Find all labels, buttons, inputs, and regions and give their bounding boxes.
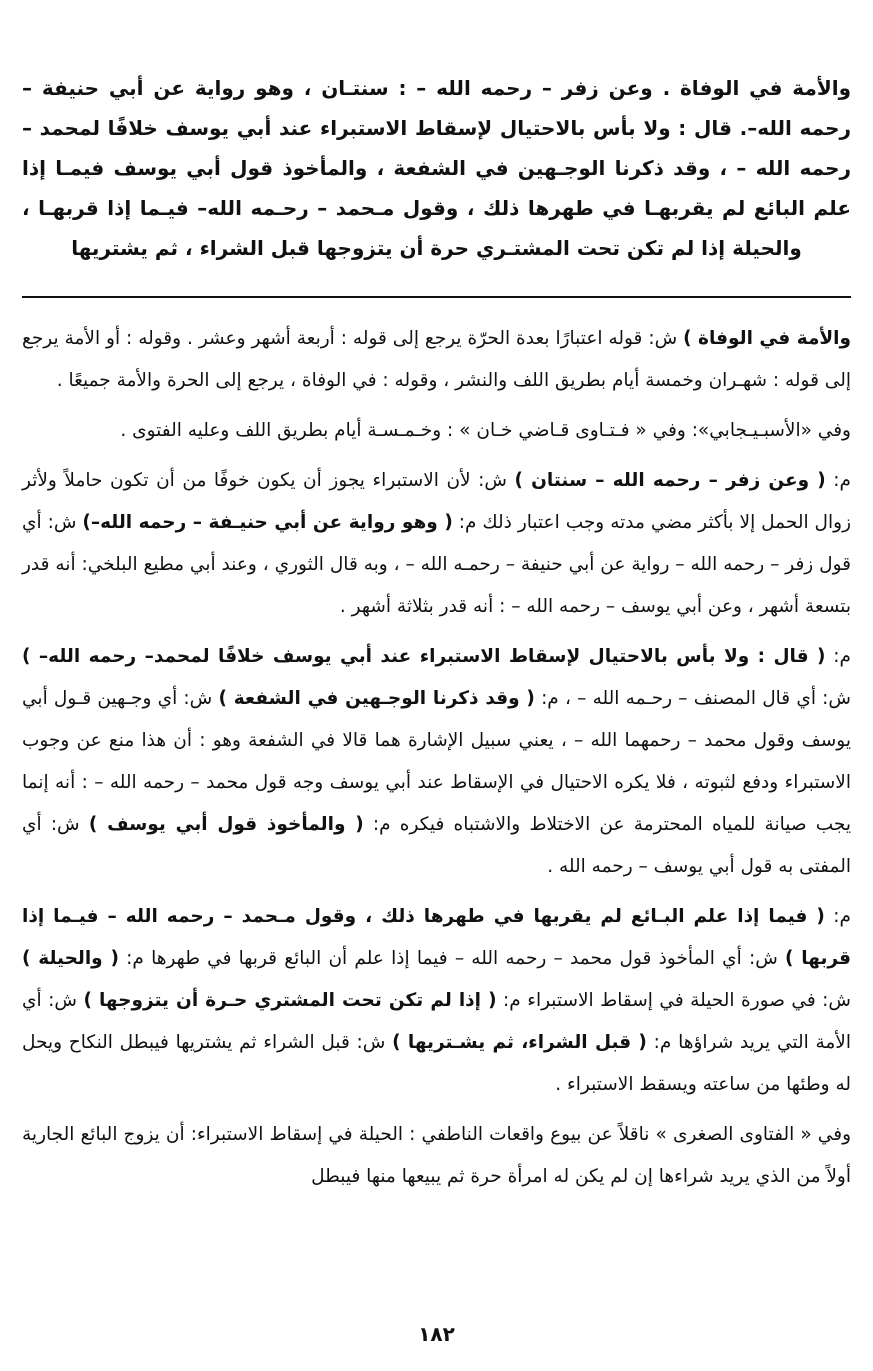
commentary-text: م:: [824, 906, 851, 927]
matn-quote: ( فيما إذا علم البـائع لم يقربها في طهرها ذلك ، وقول مـحمد – رحمه الله – فيـما إذا قربها ): [22, 906, 852, 969]
matn-quote: ( والمأخوذ قول أبي يوسف ): [88, 814, 364, 835]
commentary-text: ش: أي وجـهين قـول أبي يوسف وقول محمد – رحمهما الله – ، يعني سبيل الإشارة هما قالا في الشفعة وهو : أن هذا منع عن وجوب الاستبراء ودفع لثبوته ، فلا يكره الاحتيال في الإسقاط عند أبي يوسف وجه قول محمد – رحمه الله – : أنه إنما يجب صيانة للمياه المحترمة عن الاختلاط والاشتباه فيكره م:: [22, 688, 852, 835]
commentary-paragraph: [22, 410, 851, 452]
commentary-text: ش: قبل الشراء ثم يشتريها فيبطل النكاح ويحل له وطئها من ساعته ويسقط الاستبراء .: [22, 1032, 851, 1095]
commentary-paragraph: [22, 1114, 851, 1198]
matn-quote: والأمة في الوفاة ): [683, 328, 852, 349]
commentary-paragraph: [22, 460, 851, 628]
commentary-text: ش: أي المأخوذ قول محمد – رحمه الله – فيما إذا علم أن البائع قربها في طهرها م:: [118, 948, 786, 969]
matn-quote: ( وعن زفر – رحمه الله – سنتان ): [514, 470, 826, 491]
matn-text: والأمة في الوفاة . وعن زفر – رحمه الله – : سنتـان ، وهو رواية عن أبي حنيفة – رحمه الله–. قال : ولا بأس بالاحتيال لإسقاط الاستبراء عند أبي يوسف خلافًا لمحمد – رحمه الله – ، وقد ذكرنا الوجـهين في الشفعة ، والمأخوذ قول أبي يوسف فيمـا إذا علم البائع لم يقربهـا في طهرها ذلك ، وقول مـحمد – رحـمه الله– فيـما إذا قربهـا ، والحيلة إذا لم تكن تحت المشتـري حرة أن يتزوجها قبل الشراء ، ثم يشتريها: [22, 76, 851, 260]
matn-quote: ( وهو رواية عن أبي حنيـفة – رحمه الله–): [82, 512, 453, 533]
commentary-block: [22, 318, 851, 1206]
commentary-paragraph: [22, 636, 851, 888]
commentary-text: ش: أي المفتى به قول أبي يوسف – رحمه الله .: [22, 814, 851, 877]
matn-quote: ( وقد ذكرنا الوجـهين في الشفعة ): [218, 688, 535, 709]
commentary-paragraph: [22, 318, 851, 402]
commentary-text: وفي «الأسبـيـجابي»: وفي « فـتـاوى قـاضي خـان » : وخـمـسـة أيام بطريق اللف وعليه الفتوى .: [120, 420, 851, 441]
commentary-text: ش: أي قال المصنف – رحـمه الله – ، م:: [534, 688, 851, 709]
commentary-text: م:: [825, 470, 851, 491]
commentary-text: م:: [825, 646, 851, 667]
separator-rule: [22, 296, 851, 298]
main-text-block: [22, 68, 851, 280]
matn-quote: ( قبل الشراء، ثم يشـتريها ): [392, 1032, 647, 1053]
commentary-paragraph: [22, 896, 851, 1106]
page-number: ١٨٢: [418, 1322, 455, 1346]
commentary-text: ش: لأن الاستبراء يجوز أن يكون خوفًا من أن تكون حاملاً ولأثر زوال الحمل إلا بأكثر مضي مدته وجب اعتبار ذلك م:: [22, 470, 852, 533]
commentary-text: ش: أي قول زفر – رحمه الله – رواية عن أبي حنيفة – رحمـه الله – ، وبه قال الثوري ، وعند أبي مطيع البلخي: أنه قدر بتسعة أشهر ، وعن أبي يوسف – رحمه الله – : أنه قدر بثلاثة أشهر .: [22, 512, 851, 617]
matn-quote: ( قال : ولا بأس بالاحتيال لإسقاط الاستبراء عند أبي يوسف خلافًا لمحمد– رحمه الله– ): [22, 646, 826, 667]
matn-quote: ( والحيلة ): [22, 948, 119, 969]
commentary-text: ش: قوله اعتبارًا بعدة الحرّة يرجع إلى قوله : أربعة أشهر وعشر . وقوله : أو الأمة يرجع إلى قوله : شهـران وخمسة أيام بطريق اللف والنشر ، وقوله : في الوفاة ، يرجع إلى الحرة والأمة جميعًا .: [22, 328, 851, 391]
matn-quote: ( إذا لم تكن تحت المشتري حـرة أن يتزوجها ): [83, 990, 497, 1011]
commentary-text: وفي « الفتاوى الصغرى » ناقلاً عن بيوع واقعات الناطفي : الحيلة في إسقاط الاستبراء: أن يزوج البائع الجارية أولاً من الذي يريد شراءها إن لم يكن له امرأة حرة ثم يبيعها منها فيبطل: [22, 1124, 851, 1187]
commentary-text: ش: في صورة الحيلة في إسقاط الاستبراء م:: [496, 990, 851, 1011]
commentary-text: ش: أي الأمة التي يريد شراؤها م:: [22, 990, 851, 1053]
